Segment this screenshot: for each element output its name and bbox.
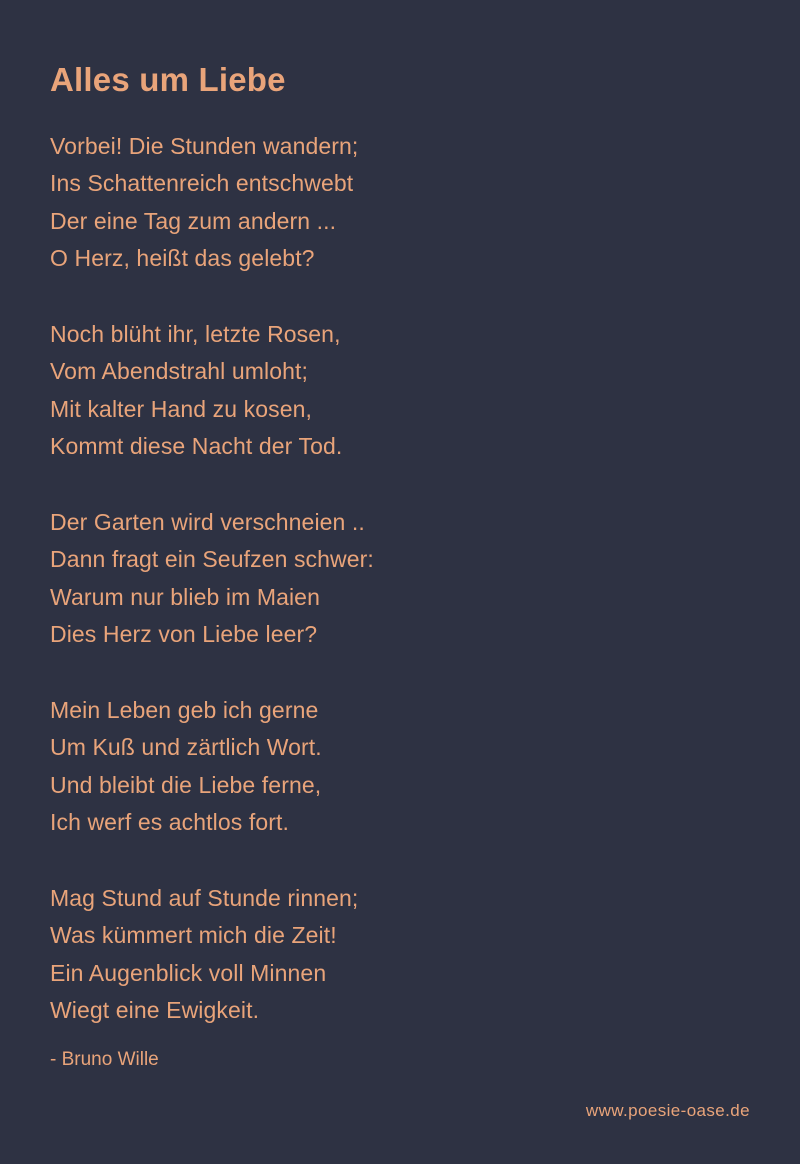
poem-line: Mag Stund auf Stunde rinnen; bbox=[50, 884, 359, 911]
poem-line: Ich werf es achtlos fort. bbox=[50, 809, 289, 836]
poem-author: - Bruno Wille bbox=[50, 1048, 159, 1070]
stanza bbox=[50, 504, 750, 654]
page-title: Alles um Liebe bbox=[50, 61, 286, 98]
poem-line: Der Garten wird verschneien .. bbox=[50, 508, 365, 535]
poem-line: Kommt diese Nacht der Tod. bbox=[50, 433, 343, 460]
poem-line: Ein Augenblick voll Minnen bbox=[50, 959, 327, 986]
poem-line: Und bleibt die Liebe ferne, bbox=[50, 771, 322, 798]
stanza bbox=[50, 128, 750, 278]
poem-line: Mit kalter Hand zu kosen, bbox=[50, 395, 313, 422]
stanza bbox=[50, 692, 750, 842]
poem-line: O Herz, heißt das gelebt? bbox=[50, 245, 315, 272]
poem-line: Dann fragt ein Seufzen schwer: bbox=[50, 546, 374, 573]
poem-line: Warum nur blieb im Maien bbox=[50, 583, 320, 610]
poem-line: Wiegt eine Ewigkeit. bbox=[50, 997, 260, 1024]
stanza bbox=[50, 316, 750, 466]
stanza bbox=[50, 880, 750, 1030]
poem-line: Vom Abendstrahl umloht; bbox=[50, 358, 309, 385]
poem-line: Noch blüht ihr, letzte Rosen, bbox=[50, 320, 341, 347]
poem-line: Mein Leben geb ich gerne bbox=[50, 696, 319, 723]
poem-line: Ins Schattenreich entschwebt bbox=[50, 170, 354, 197]
poem-line: Vorbei! Die Stunden wandern; bbox=[50, 132, 359, 159]
poem-line: Dies Herz von Liebe leer? bbox=[50, 621, 318, 648]
poem-line: Was kümmert mich die Zeit! bbox=[50, 922, 337, 949]
poem-line: Um Kuß und zärtlich Wort. bbox=[50, 734, 322, 761]
site-url: www.poesie-oase.de bbox=[585, 1101, 750, 1120]
poem-line: Der eine Tag zum andern ... bbox=[50, 207, 337, 234]
